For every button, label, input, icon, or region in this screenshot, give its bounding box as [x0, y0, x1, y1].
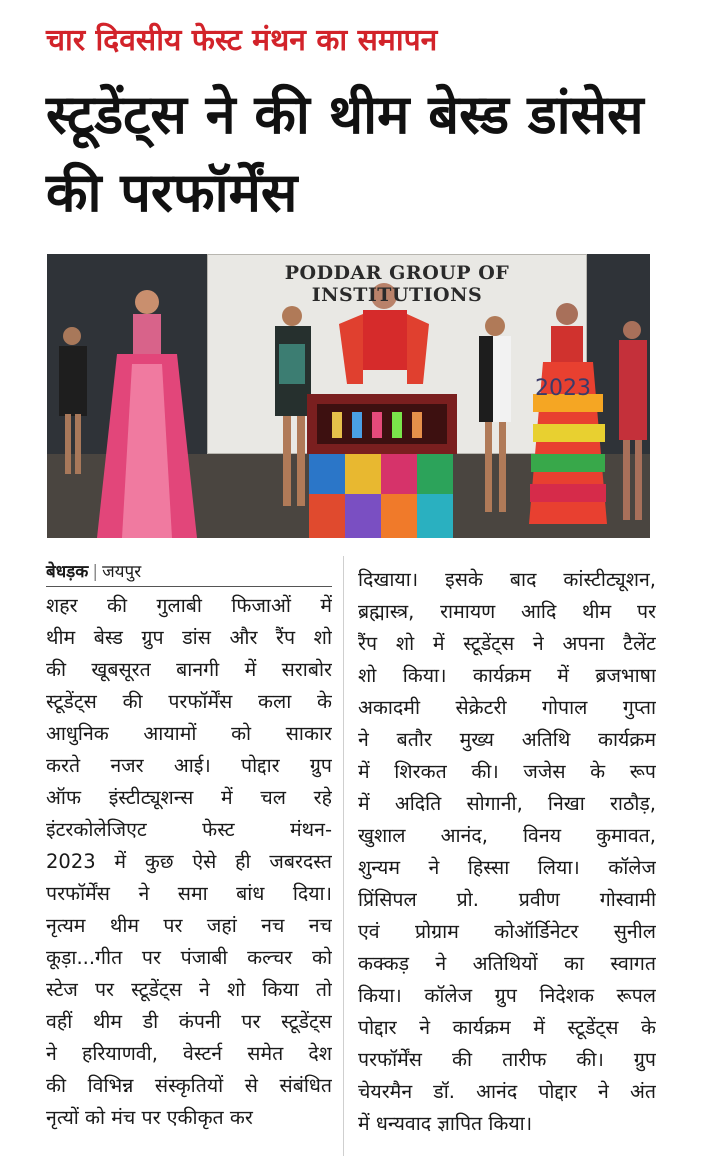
body-line: 2023 में कुछ ऐसे ही जबरदस्त [46, 850, 332, 873]
body-line: प्रिंसिपल प्रो. प्रवीण गोस्वामी [358, 888, 656, 911]
body-line: ब्रह्मास्त्र, रामायण आदि थीम पर [358, 600, 656, 623]
column-divider [343, 556, 344, 1156]
body-line: शहर की गुलाबी फिजाओं में [46, 594, 332, 617]
body-line: की विभिन्न संस्कृतियों से संबंधित [46, 1074, 332, 1097]
body-line: रैंप शो में स्टूडेंट्स ने अपना टैलेंट [358, 632, 656, 655]
body-line: शुन्यम ने हिस्सा लिया। कॉलेज [358, 856, 656, 879]
body-line: ऑफ इंस्टीट्यूशन्स में चल रहे [46, 786, 332, 809]
body-line: चेयरमैन डॉ. आनंद पोद्दार ने अंत [358, 1080, 656, 1103]
body-line: स्टेज पर स्टूडेंट्स ने शो किया तो [46, 978, 332, 1001]
byline-source: बेधड़क [46, 562, 89, 582]
body-line: अकादमी सेक्रेटरी गोपाल गुप्ता [358, 696, 656, 719]
body-line: में धन्यवाद ज्ञापित किया। [358, 1112, 533, 1135]
body-line: ने बतौर मुख्य अतिथि कार्यक्रम [358, 728, 656, 751]
body-line: करते नजर आई। पोद्दार ग्रुप [46, 754, 332, 777]
photo-year-text: 2023 [535, 376, 591, 401]
body-line: नृत्यों को मंच पर एकीकृत कर [46, 1106, 253, 1129]
byline-location: जयपुर [102, 562, 142, 582]
body-line: परफॉर्मेंस ने समा बांध दिया। [46, 882, 332, 905]
body-column-right [358, 564, 656, 1140]
photo-banner-text: PODDAR GROUP OF INSTITUTIONS [284, 262, 510, 306]
body-line: इंटरकोलेजिएट फेस्ट मंथन- [46, 818, 332, 841]
body-line: शो किया। कार्यक्रम में ब्रजभाषा [358, 664, 656, 687]
body-line: किया। कॉलेज ग्रुप निदेशक रूपल [358, 984, 656, 1007]
article-headline: स्टूडेंट्स ने की थीम बेस्ड डांसेस की परफॉर्मेंस [46, 83, 644, 224]
body-line: कक्कड़ ने अतिथियों का स्वागत [358, 952, 656, 975]
body-line: में शिरकत की। जजेस के रूप [358, 760, 656, 783]
body-line: की खूबसूरत बानगी में सराबोर [46, 658, 332, 681]
article-kicker: चार दिवसीय फेस्ट मंथन का समापन [46, 23, 438, 58]
body-line: वहीं थीम डी कंपनी पर स्टूडेंट्स [46, 1010, 332, 1033]
byline-separator: | [92, 562, 99, 582]
body-line: नृत्यम थीम पर जहां नच नच [46, 914, 332, 937]
article-photo [47, 254, 650, 538]
body-line: ने हरियाणवी, वेस्टर्न समेत देश [46, 1042, 332, 1065]
byline [46, 562, 332, 587]
body-line: में अदिति सोगानी, निखा राठौड़, [358, 792, 656, 815]
body-line: आधुनिक आयामों को साकार [46, 722, 332, 745]
body-line: पोद्दार ने कार्यक्रम में स्टूडेंट्स के [358, 1016, 656, 1039]
body-line: परफॉर्मेंस की तारीफ की। ग्रुप [358, 1048, 656, 1071]
body-line: थीम बेस्ड ग्रुप डांस और रैंप शो [46, 626, 332, 649]
body-line: खुशाल आनंद, विनय कुमावत, [358, 824, 656, 847]
body-line: कूड़ा...गीत पर पंजाबी कल्चर को [46, 946, 332, 969]
body-column-left [46, 590, 332, 1134]
body-line: स्टूडेंट्स की परफॉर्मेंस कला के [46, 690, 332, 713]
body-line: दिखाया। इसके बाद कांस्टीट्यूशन, [358, 568, 656, 591]
body-line: एवं प्रोग्राम कोऑर्डिनेटर सुनील [358, 920, 656, 943]
